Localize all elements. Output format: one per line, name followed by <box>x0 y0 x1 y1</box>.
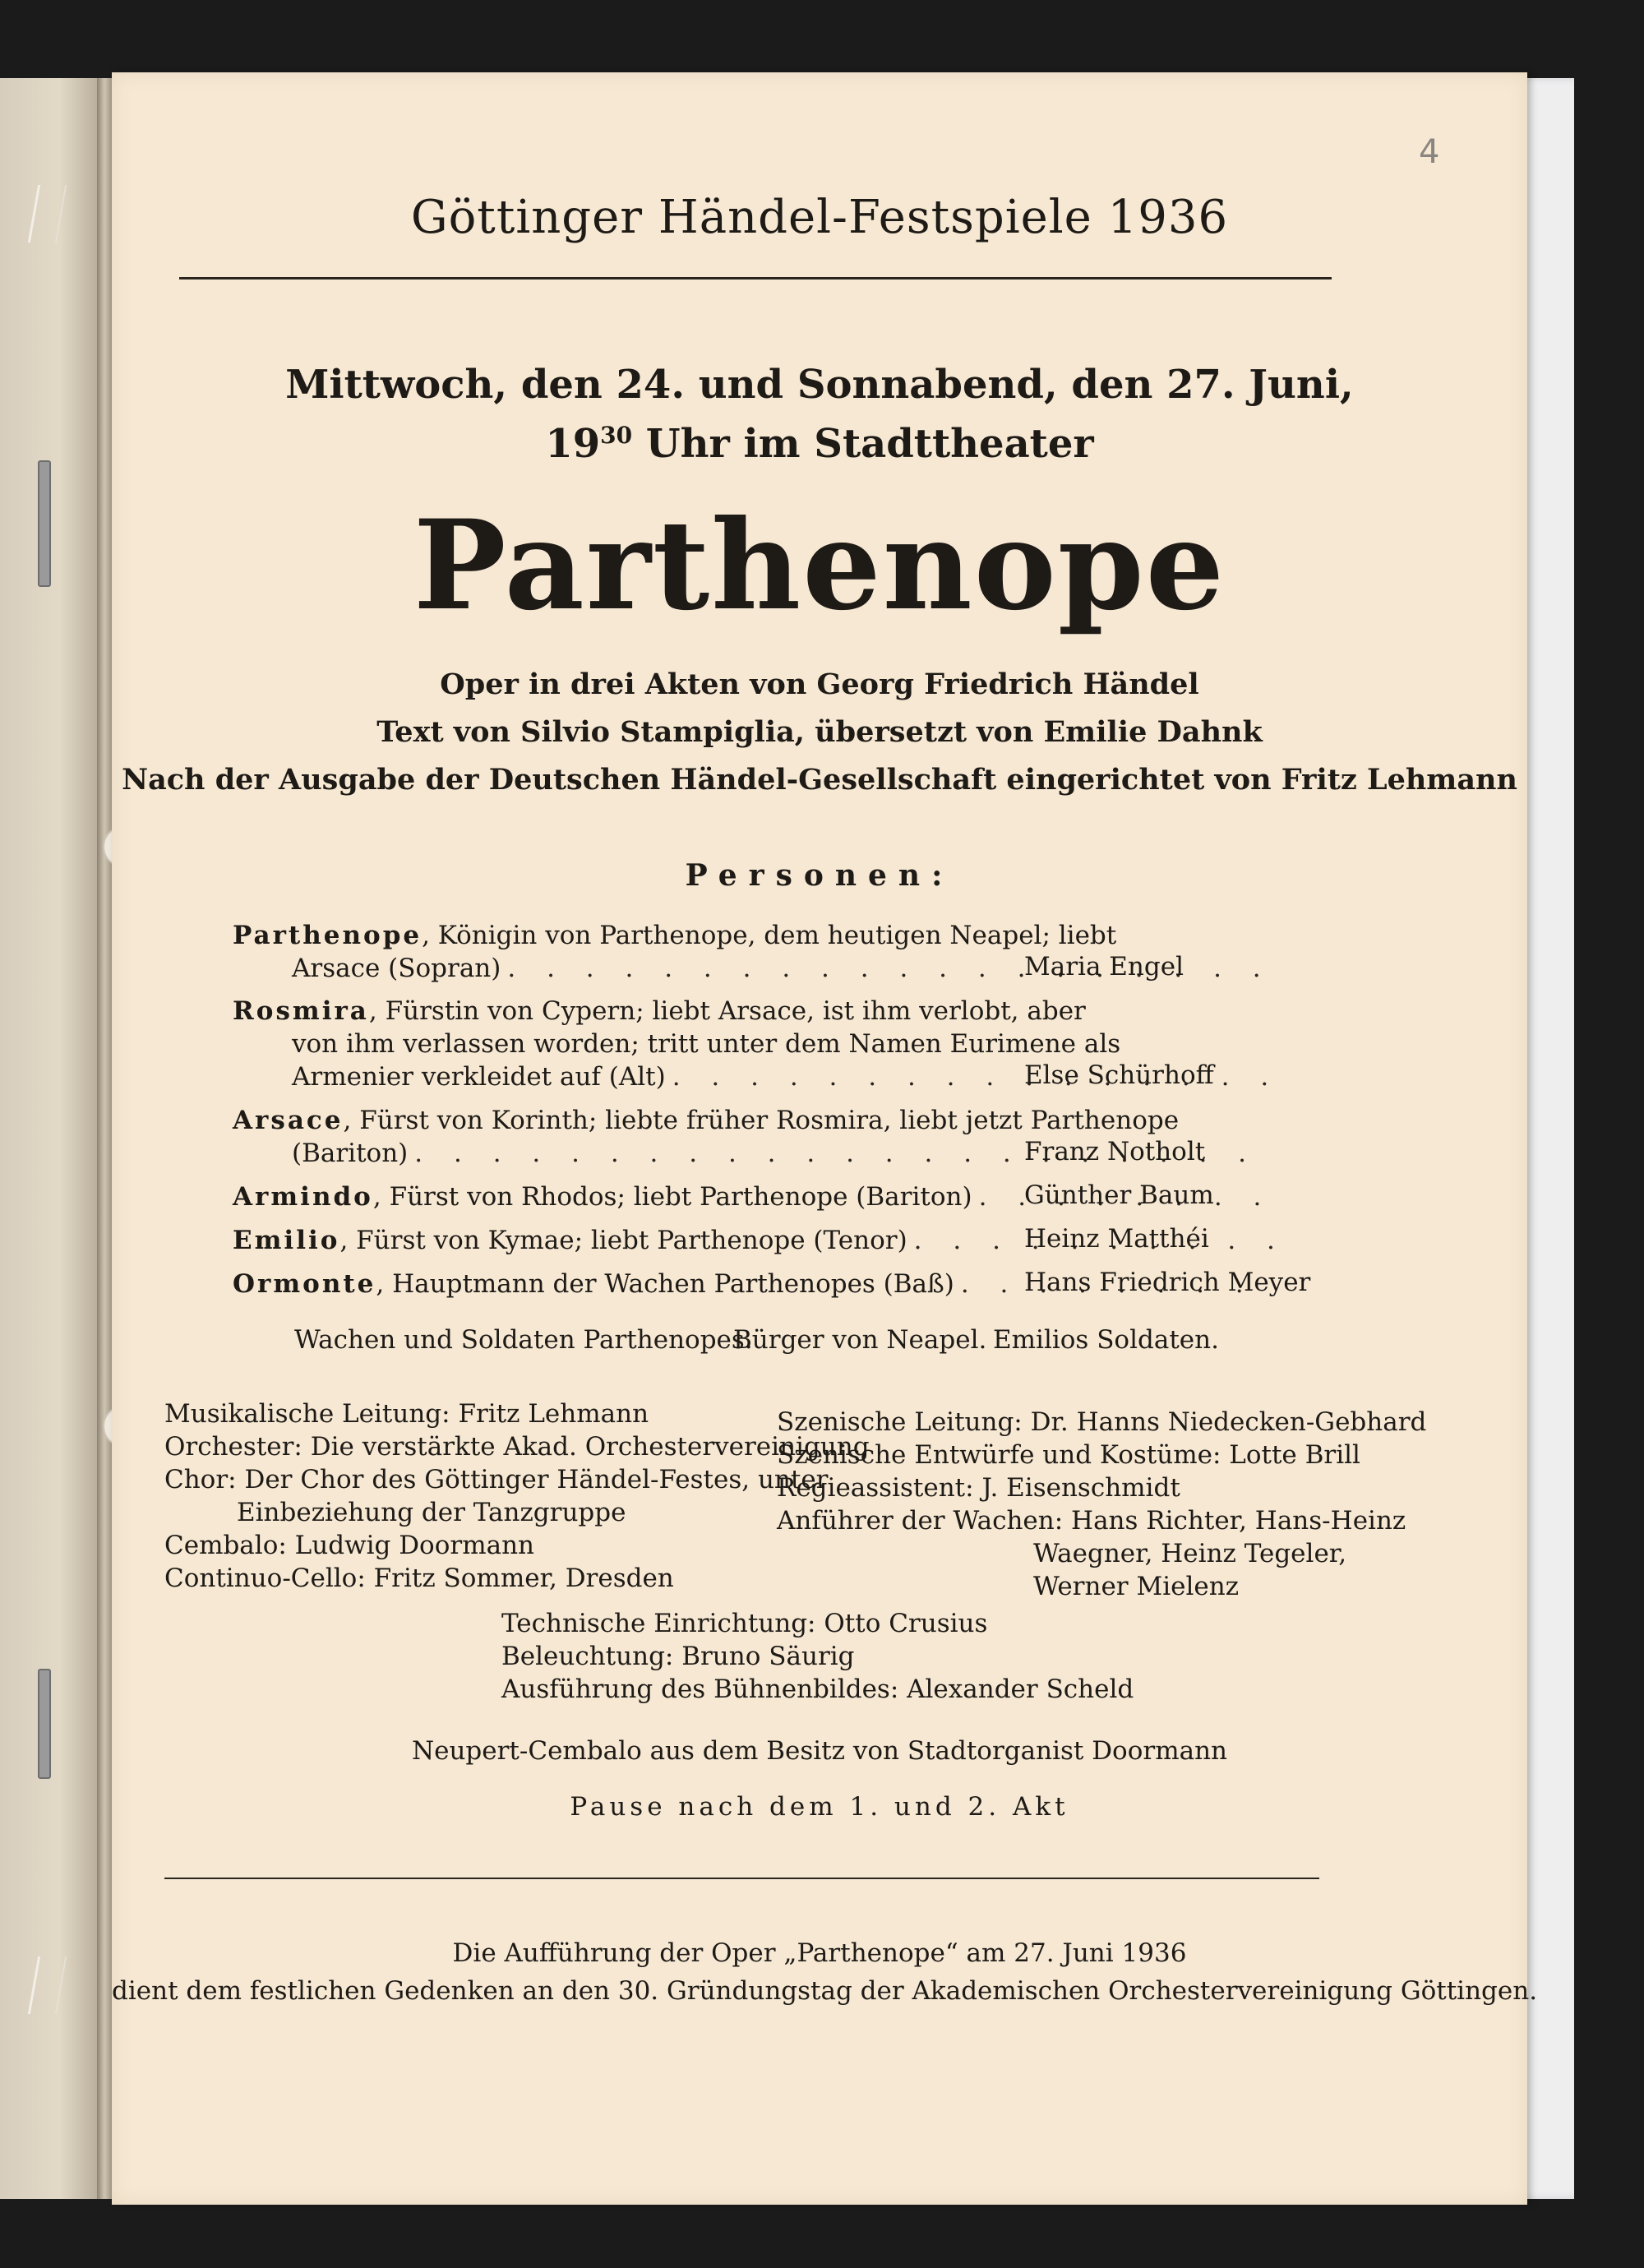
extras-soldiers: Emilios Soldaten. <box>993 1325 1219 1355</box>
role-description: , Königin von Parthenope, dem heutigen Neapel; liebt <box>422 921 1117 950</box>
staple <box>38 1669 51 1779</box>
role-name: Emilio <box>233 1226 340 1255</box>
singer-name: Günther Baum <box>1024 1180 1214 1210</box>
header-rule <box>179 277 1332 279</box>
opera-title: Parthenope <box>413 493 1226 638</box>
left-page-edge <box>0 78 99 2199</box>
credit-line: Technische Einrichtung: Otto Crusius <box>501 1609 988 1638</box>
singer-name: Else Schürhoff <box>1024 1060 1214 1090</box>
credit-line: Chor: Der Chor des Göttinger Händel-Festes, unter <box>164 1465 829 1494</box>
singer-name: Heinz Matthéi <box>1024 1224 1209 1254</box>
role-description: , Fürst von Rhodos; liebt Parthenope (Bariton) <box>372 1182 972 1212</box>
cast-line <box>233 995 1277 1028</box>
time-minutes: 30 <box>600 422 633 449</box>
role-name: Rosmira <box>233 996 369 1026</box>
cembalo-note: Neupert-Cembalo aus dem Besitz von Stadtorganist Doormann <box>411 1736 1228 1766</box>
credits-left <box>164 1397 870 1595</box>
singer-name: Hans Friedrich Meyer <box>1024 1268 1311 1297</box>
credit-line: Waegner, Heinz Tegeler, <box>1033 1539 1347 1568</box>
credit-line: Cembalo: Ludwig Doormann <box>164 1531 535 1560</box>
subtitle-libretto: Text von Silvio Stampiglia, übersetzt von Emilie Dahnk <box>376 715 1263 749</box>
role-name: Arsace <box>233 1106 344 1135</box>
date-line: Mittwoch, den 24. und Sonnabend, den 27. Juni, <box>285 362 1354 408</box>
cast-line <box>233 1104 1277 1137</box>
personen-heading: Personen: <box>685 858 954 893</box>
cast-line: von ihm verlassen worden; tritt unter dem Namen Eurimene als <box>292 1029 1121 1059</box>
credits-right <box>777 1406 1426 1603</box>
role-description: , Fürst von Korinth; liebte früher Rosmira, liebt jetzt Parthenope <box>343 1106 1180 1135</box>
credit-line: Szenische Leitung: Dr. Hanns Niedecken-Gebhard <box>777 1407 1427 1437</box>
subtitle-composer: Oper in drei Akten von Georg Friedrich Händel <box>440 667 1199 701</box>
time-hour: 19 <box>545 421 601 467</box>
credit-line: Beleuchtung: Bruno Säurig <box>501 1642 855 1671</box>
credit-line: Musikalische Leitung: Fritz Lehmann <box>164 1399 649 1429</box>
footer-line-1: Die Aufführung der Oper „Parthenope“ am 27. Juni 1936 <box>452 1938 1187 1968</box>
venue-text: Uhr im Stadttheater <box>632 421 1094 467</box>
credit-line: Continuo-Cello: Fritz Sommer, Dresden <box>164 1564 674 1593</box>
credit-line: Regieassistent: J. Eisenschmidt <box>777 1473 1180 1503</box>
credit-line: Orchester: Die verstärkte Akad. Orchestervereinigung <box>164 1432 870 1462</box>
credit-line: Ausführung des Bühnenbildes: Alexander Scheld <box>501 1674 1134 1704</box>
cast-line <box>233 919 1277 952</box>
spine-binding <box>97 78 112 2199</box>
staple <box>38 460 51 587</box>
role-description: Armenier verkleidet auf (Alt) <box>292 1062 666 1092</box>
credit-line: Werner Mielenz <box>1033 1572 1240 1601</box>
role-description: , Hauptmann der Wachen Parthenopes (Baß) <box>376 1269 954 1299</box>
role-description: , Fürstin von Cypern; liebt Arsace, ist ihm verlobt, aber <box>368 996 1086 1026</box>
pause-note: Pause nach dem 1. und 2. Akt <box>570 1792 1069 1822</box>
role-description: , Fürst von Kymae; liebt Parthenope (Tenor) <box>339 1226 907 1255</box>
footer-rule <box>164 1878 1319 1879</box>
role-name: Armindo <box>233 1182 373 1212</box>
credit-line: Einbeziehung der Tanzgruppe <box>237 1498 626 1527</box>
role-description: (Bariton) <box>292 1139 409 1168</box>
time-venue-line <box>112 421 1527 467</box>
festival-heading: Göttinger Händel-Festspiele 1936 <box>410 191 1229 244</box>
role-name: Ormonte <box>233 1269 376 1299</box>
extras-guards: Wachen und Soldaten Parthenopes. <box>294 1325 753 1355</box>
credit-line: Szenische Entwürfe und Kostüme: Lotte Brill <box>777 1440 1360 1470</box>
extras-citizens: Bürger von Neapel. <box>733 1325 987 1355</box>
role-name: Parthenope <box>233 921 423 950</box>
role-description: Arsace (Sopran) <box>292 954 501 983</box>
folio-number: 4 <box>1419 133 1440 171</box>
technical-credits <box>501 1607 1134 1706</box>
singer-name: Franz Notholt <box>1024 1137 1206 1166</box>
subtitle-edition: Nach der Ausgabe der Deutschen Händel-Gesellschaft eingerichtet von Fritz Lehmann <box>122 763 1517 797</box>
singer-name: Maria Engel <box>1024 952 1184 982</box>
credit-line: Anführer der Wachen: Hans Richter, Hans-Heinz <box>777 1506 1406 1536</box>
footer-line-2: dient dem festlichen Gedenken an den 30. Gründungstag der Akademischen Orchestervereinigung Göttingen. <box>112 1976 1538 2006</box>
